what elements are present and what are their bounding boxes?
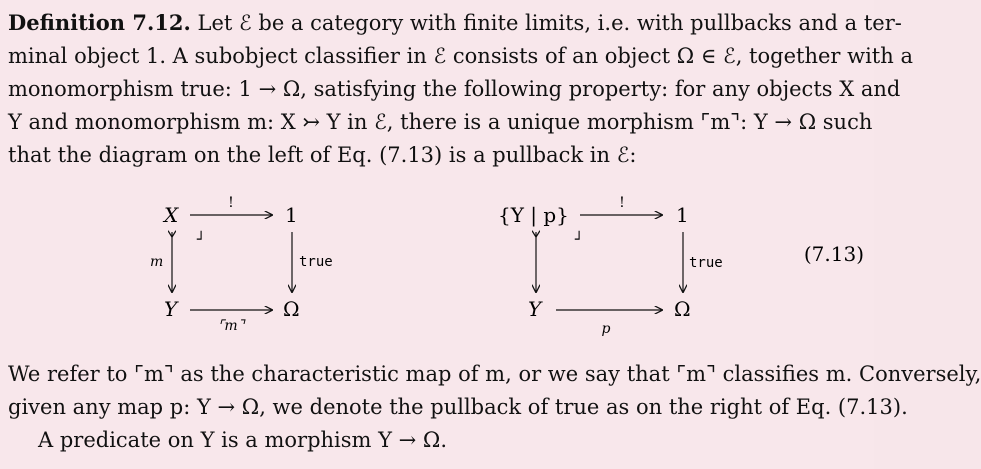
right-bottom-right-node: Ω	[674, 297, 691, 321]
right-top-right-node: 1	[676, 203, 689, 227]
left-top-right-node: 1	[285, 203, 298, 227]
left-diagram	[150, 195, 333, 334]
definition-line-1	[8, 6, 902, 40]
left-left-arrow-label: m	[150, 254, 164, 270]
left-right-arrow-label: true	[299, 254, 333, 270]
left-bottom-arrow-label: ⌜m⌝	[217, 318, 245, 334]
equation-number: (7.13)	[803, 242, 864, 266]
right-top-left-node: {Y | p}	[498, 203, 569, 227]
left-top-left-node: X	[164, 203, 179, 227]
pullback-diagrams	[0, 180, 874, 370]
right-bottom-left-node: Y	[528, 297, 542, 321]
right-bottom-arrow-label: p	[601, 321, 611, 337]
right-pullback-corner: ┘	[575, 232, 584, 248]
definition-text-1: Let ℰ be a category with finite limits, i.e. with pullbacks and a ter-	[197, 11, 902, 35]
left-bottom-right-node: Ω	[283, 297, 300, 321]
after-line-2: given any map p: Y → Ω, we denote the pullback of true as on the right of Eq. (7.13).	[8, 395, 908, 419]
definition-paragraph	[8, 6, 913, 172]
left-top-arrow-label: !	[228, 195, 234, 211]
definition-heading: Definition 7.12.	[8, 10, 191, 35]
after-line-1: We refer to ⌜m⌝ as the characteristic map of m, or we say that ⌜m⌝ classifies m. Conversely,	[8, 362, 981, 386]
right-diagram	[498, 195, 723, 337]
left-bottom-left-node: Y	[164, 297, 178, 321]
after-paragraph	[8, 358, 981, 457]
definition-line-3: monomorphism true: 1 → Ω, satisfying the following property: for any objects X and	[8, 77, 901, 101]
definition-line-2: minal object 1. A subobject classifier in ℰ consists of an object Ω ∈ ℰ, together with a	[8, 44, 913, 68]
left-pullback-corner: ┘	[197, 232, 206, 248]
definition-line-5: that the diagram on the left of Eq. (7.13) is a pullback in ℰ:	[8, 143, 637, 167]
definition-line-4: Y and monomorphism m: X ↣ Y in ℰ, there is a unique morphism ⌜m⌝: Y → Ω such	[8, 110, 873, 134]
right-right-arrow-label: true	[689, 255, 723, 271]
after-line-3: A predicate on Y is a morphism Y → Ω.	[38, 428, 448, 452]
right-top-arrow-label: !	[619, 195, 625, 211]
